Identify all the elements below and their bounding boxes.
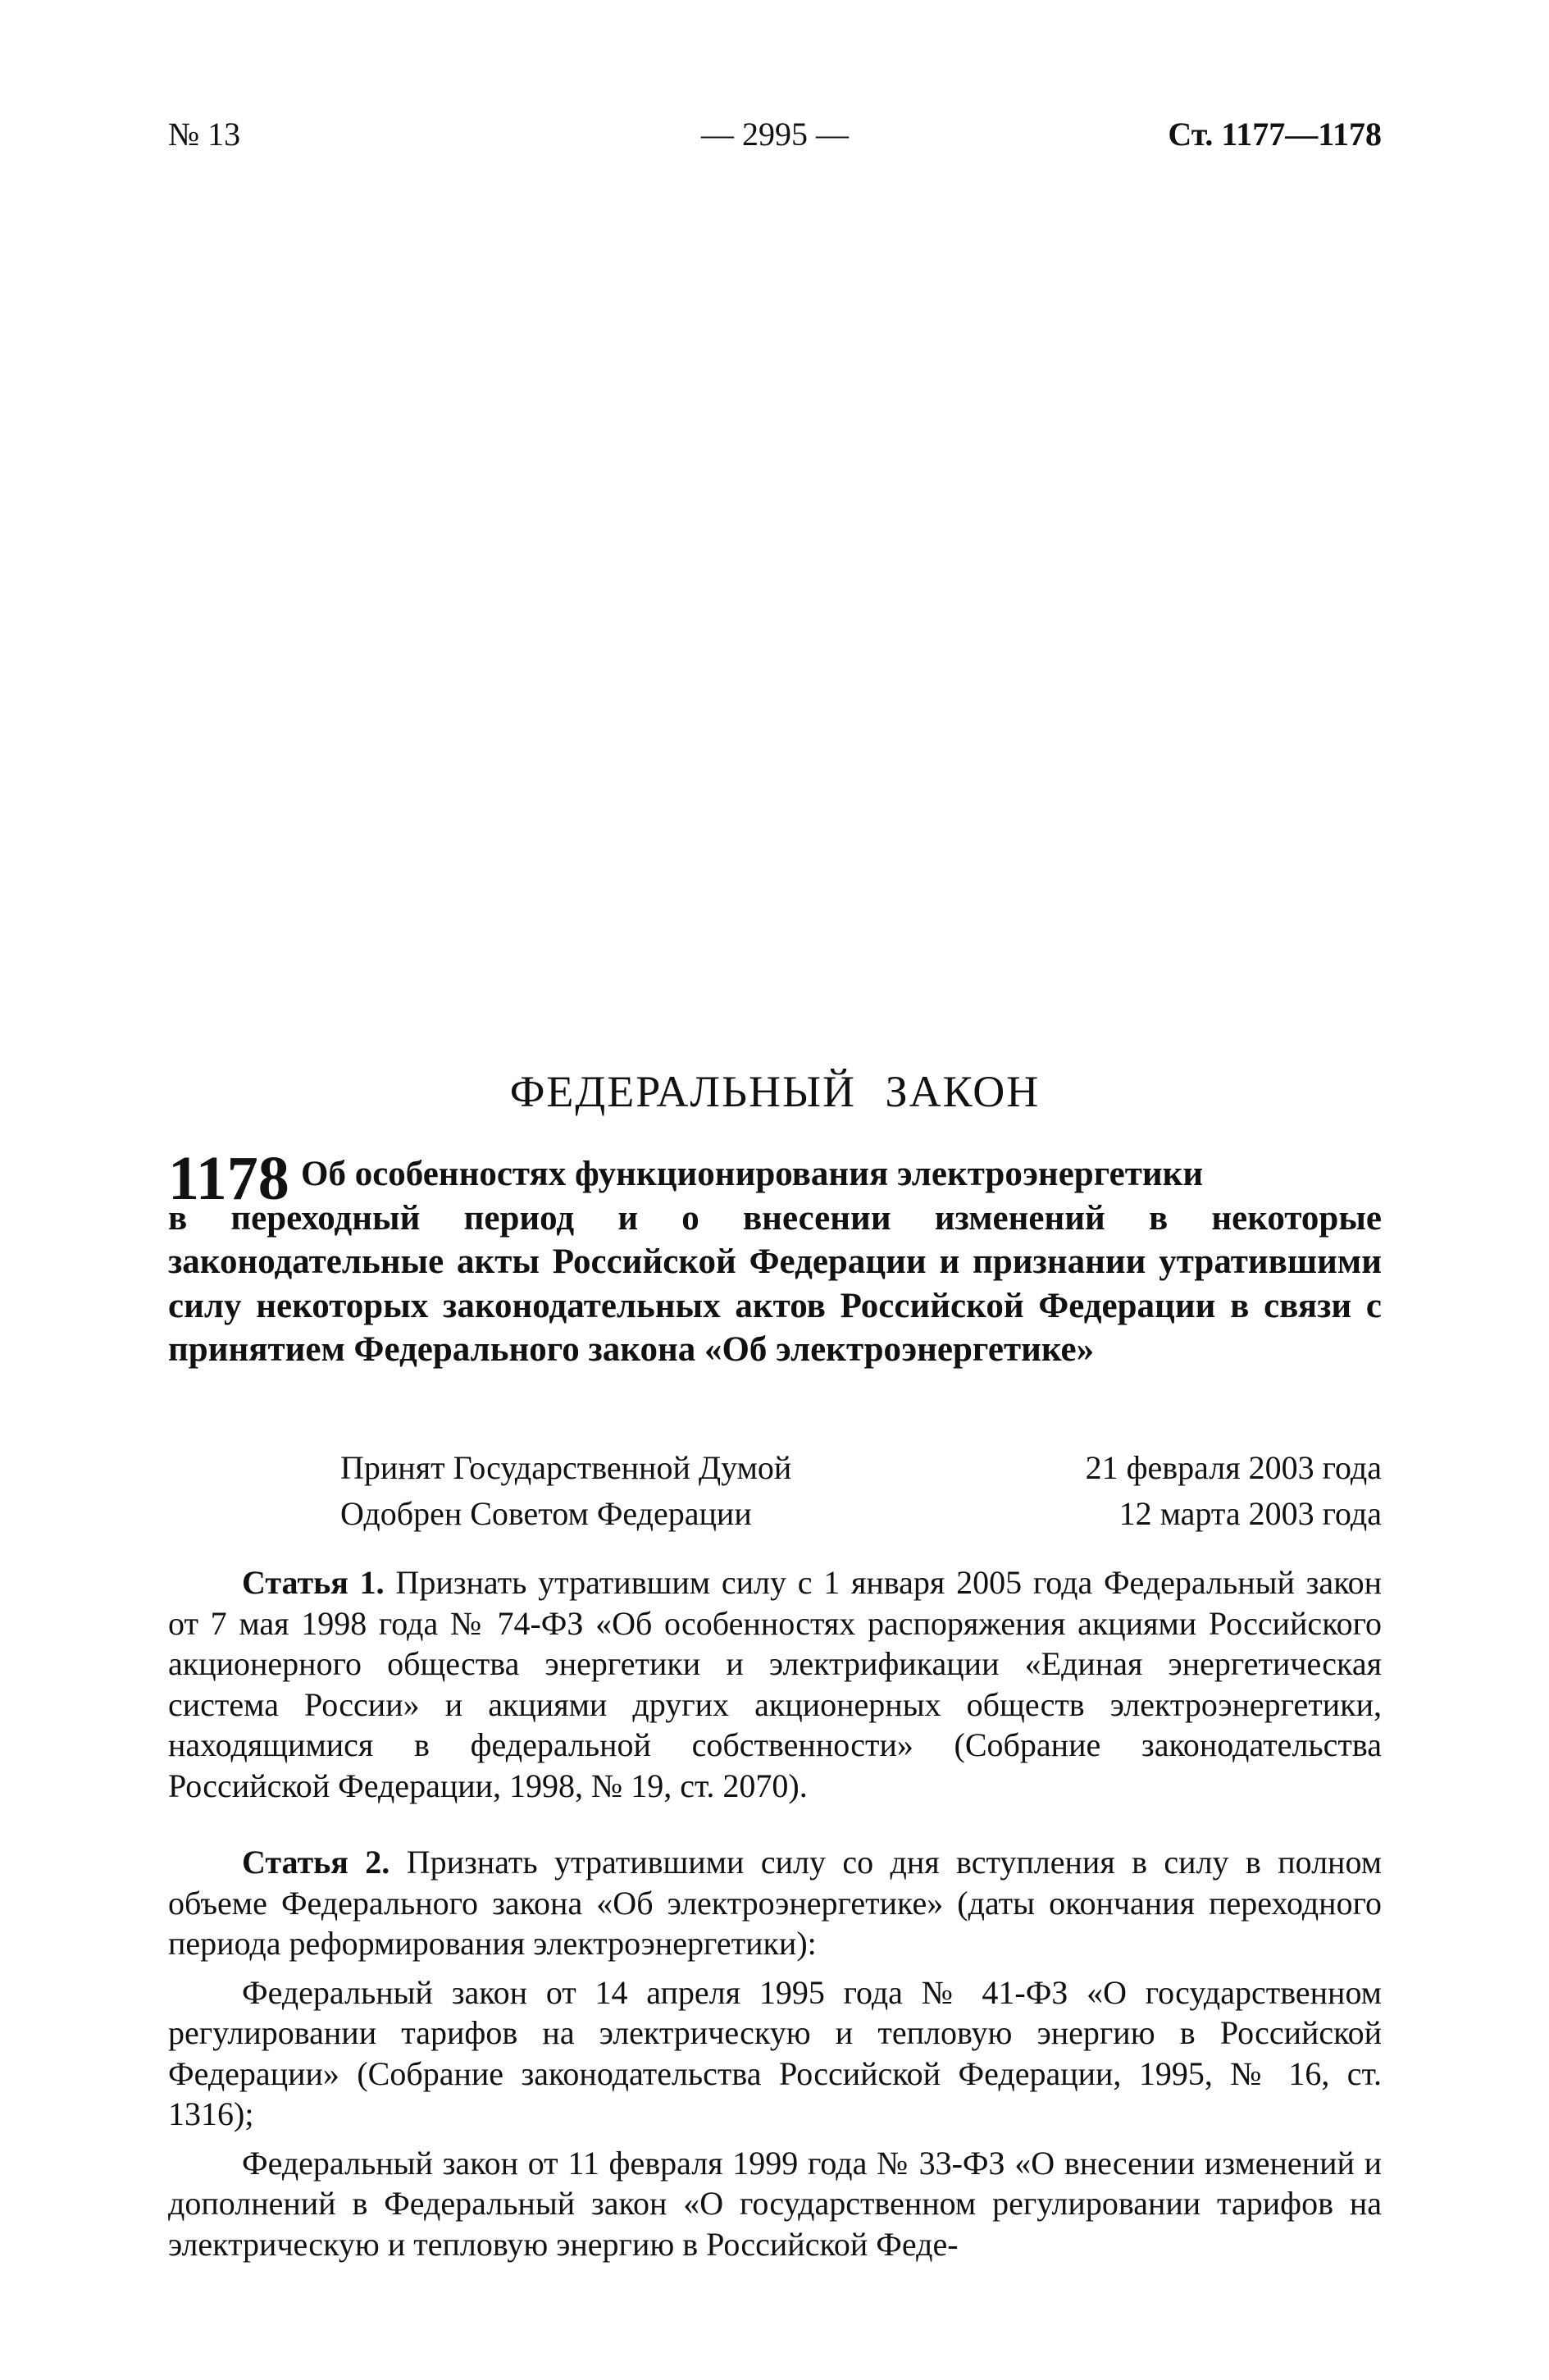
article-2-label: Статья 2. <box>242 1844 390 1881</box>
law-body <box>168 1562 1382 2264</box>
law-title <box>168 1152 1382 1372</box>
adoption-row <box>340 1445 1382 1491</box>
approval-label: Одобрен Советом Федерации <box>340 1495 752 1532</box>
article-2-item-1: Федеральный закон от 14 апреля 1995 года № 41-ФЗ «О государственном регулировании тарифов на электрическую и тепловую энергию в Российской Федерации» (Собрание законодательства Российской Федерации, 1995, № 16, ст. 1316); <box>168 1973 1382 2132</box>
doc-type-word-2: ЗАКОН <box>885 1067 1041 1116</box>
law-title-rest: в переходный период и о внесении изменений в некоторые законодательные акты Российской Федерации и признании утратившими силу некоторых законодательных актов Российской Федерации в связи с принятием Федерального закона «Об электроэнергетике» <box>168 1198 1382 1369</box>
article-1 <box>168 1562 1382 1806</box>
document-type-heading <box>168 1066 1382 1117</box>
adoption-info <box>340 1445 1382 1537</box>
issue-number: № 13 <box>168 116 241 153</box>
article-2-item-2: Федеральный закон от 11 февраля 1999 года № 33-ФЗ «О внесении изменений и дополнений в Федеральный закон «О государственном регулировании тарифов на электрическую и тепловую энергию в Российской Феде- <box>168 2144 1382 2263</box>
adoption-date: 21 февраля 2003 года <box>1085 1449 1382 1486</box>
doc-type-word-1: ФЕДЕРАЛЬНЫЙ <box>509 1067 857 1116</box>
approval-row <box>340 1491 1382 1537</box>
article-2 <box>168 1842 1382 1964</box>
articles-range: Ст. 1177—1178 <box>1168 116 1382 153</box>
approval-date: 12 марта 2003 года <box>1118 1495 1382 1532</box>
law-title-first-line: Об особенностях функционирования электроэнергетики <box>301 1155 1204 1193</box>
law-number: 1178 <box>168 1144 289 1213</box>
article-2-text: Признать утратившими силу со дня вступления в силу в полном объеме Федерального закона «Об электроэнергетике» (даты окончания переходного периода реформирования электроэнергетики): <box>168 1844 1383 1962</box>
law-title-block <box>168 1144 1382 1372</box>
page-header <box>168 115 1382 164</box>
article-1-text: Признать утратившим силу с 1 января 2005 года Федеральный закон от 7 мая 1998 года № 74-ФЗ «Об особенностях распоряжения акциями Российского акционерного общества энергетики и электрификации «Единая энергетическая система России» и акциями других акционерных обществ электроэнергетики, находящимися в федеральной собственности» (Собрание законодательства Российской Федерации, 1998, № 19, ст. 2070). <box>168 1564 1382 1804</box>
page-number: — 2995 — <box>701 116 849 153</box>
adoption-label: Принят Государственной Думой <box>340 1449 792 1486</box>
article-1-label: Статья 1. <box>242 1564 385 1601</box>
